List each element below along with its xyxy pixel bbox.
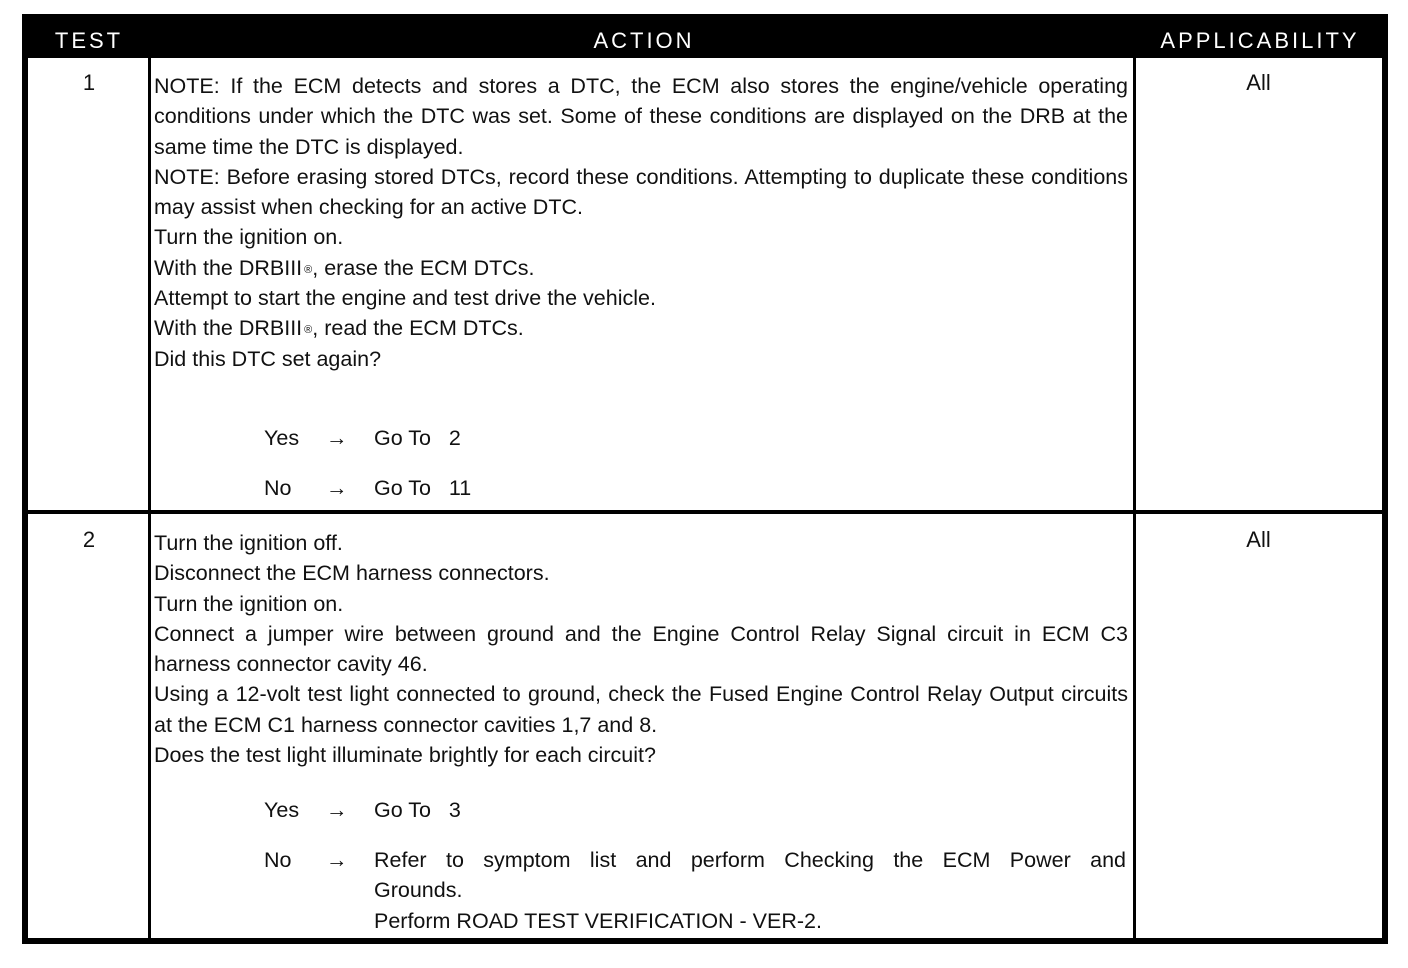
- table-row: [28, 514, 1382, 938]
- test-number: 1: [82, 70, 96, 95]
- header-applicability: APPLICABILITY: [1160, 28, 1360, 53]
- step-text-part: , read the ECM DTCs.: [312, 316, 524, 341]
- action-cell: [154, 71, 1128, 374]
- no-label: No: [264, 848, 292, 872]
- applicability-value: All: [1246, 527, 1271, 552]
- step-text: Attempt to start the engine and test drive the vehicle.: [154, 286, 656, 311]
- step-text: Turn the ignition off.: [154, 531, 343, 555]
- note-text: NOTE: If the ECM detects and stores a DTC, the ECM also stores the engine/vehicle operating conditions under which the DTC was set. Some of these conditions are displayed on the DRB at the same time the DTC is displayed.: [154, 74, 1128, 159]
- table-row: [28, 58, 1382, 510]
- no-label: No: [264, 476, 292, 500]
- registered-mark: ®: [304, 263, 313, 276]
- yes-result: Go To 3: [374, 798, 461, 822]
- step-text-part: With the DRBIII: [154, 316, 303, 341]
- question-text: Did this DTC set again?: [154, 346, 382, 371]
- yes-label: Yes: [264, 426, 300, 450]
- yes-result: Go To 2: [374, 426, 461, 450]
- right-arrow-icon: →: [326, 848, 348, 872]
- no-result-line: Refer to symptom list and perform Checking the ECM Power and: [374, 848, 1126, 872]
- note-text: NOTE: Before erasing stored DTCs, record these conditions. Attempting to duplicate these conditions may assist when checking for an active DTC.: [154, 164, 1128, 220]
- step-text: [154, 313, 1128, 343]
- step-text: Turn the ignition on.: [154, 591, 344, 616]
- step-text: Connect a jumper wire between ground and the Engine Control Relay Signal circuit in ECM C3 harness connector cavity 46.: [154, 621, 1128, 677]
- step-text-part: , erase the ECM DTCs.: [312, 255, 535, 280]
- step-text: Turn the ignition on.: [154, 225, 344, 250]
- registered-mark: ®: [304, 324, 313, 337]
- no-result: Go To 11: [374, 476, 472, 500]
- table-header: [28, 20, 1382, 58]
- yes-label: Yes: [264, 798, 300, 822]
- no-result-line: Perform ROAD TEST VERIFICATION - VER-2.: [374, 908, 822, 933]
- right-arrow-icon: →: [326, 426, 348, 450]
- no-result: [374, 845, 1126, 936]
- right-arrow-icon: →: [326, 798, 348, 822]
- question-text: Does the test light illuminate brightly for each circuit?: [154, 743, 656, 768]
- applicability-value: All: [1246, 70, 1271, 95]
- no-result-line: Grounds.: [374, 878, 463, 903]
- step-text: Using a 12-volt test light connected to ground, check the Fused Engine Control Relay Output circuits at the ECM C1 harness connector cavities 1,7 and 8.: [154, 682, 1128, 737]
- test-number: 2: [82, 527, 96, 552]
- header-test: TEST: [54, 28, 124, 53]
- right-arrow-icon: →: [326, 476, 348, 500]
- action-cell: [154, 528, 1128, 770]
- step-text-part: With the DRBIII: [154, 255, 303, 280]
- step-text: Disconnect the ECM harness connectors.: [154, 561, 550, 586]
- header-action: ACTION: [593, 28, 695, 53]
- step-text: [154, 253, 1128, 283]
- diagnostic-table: [22, 14, 1388, 944]
